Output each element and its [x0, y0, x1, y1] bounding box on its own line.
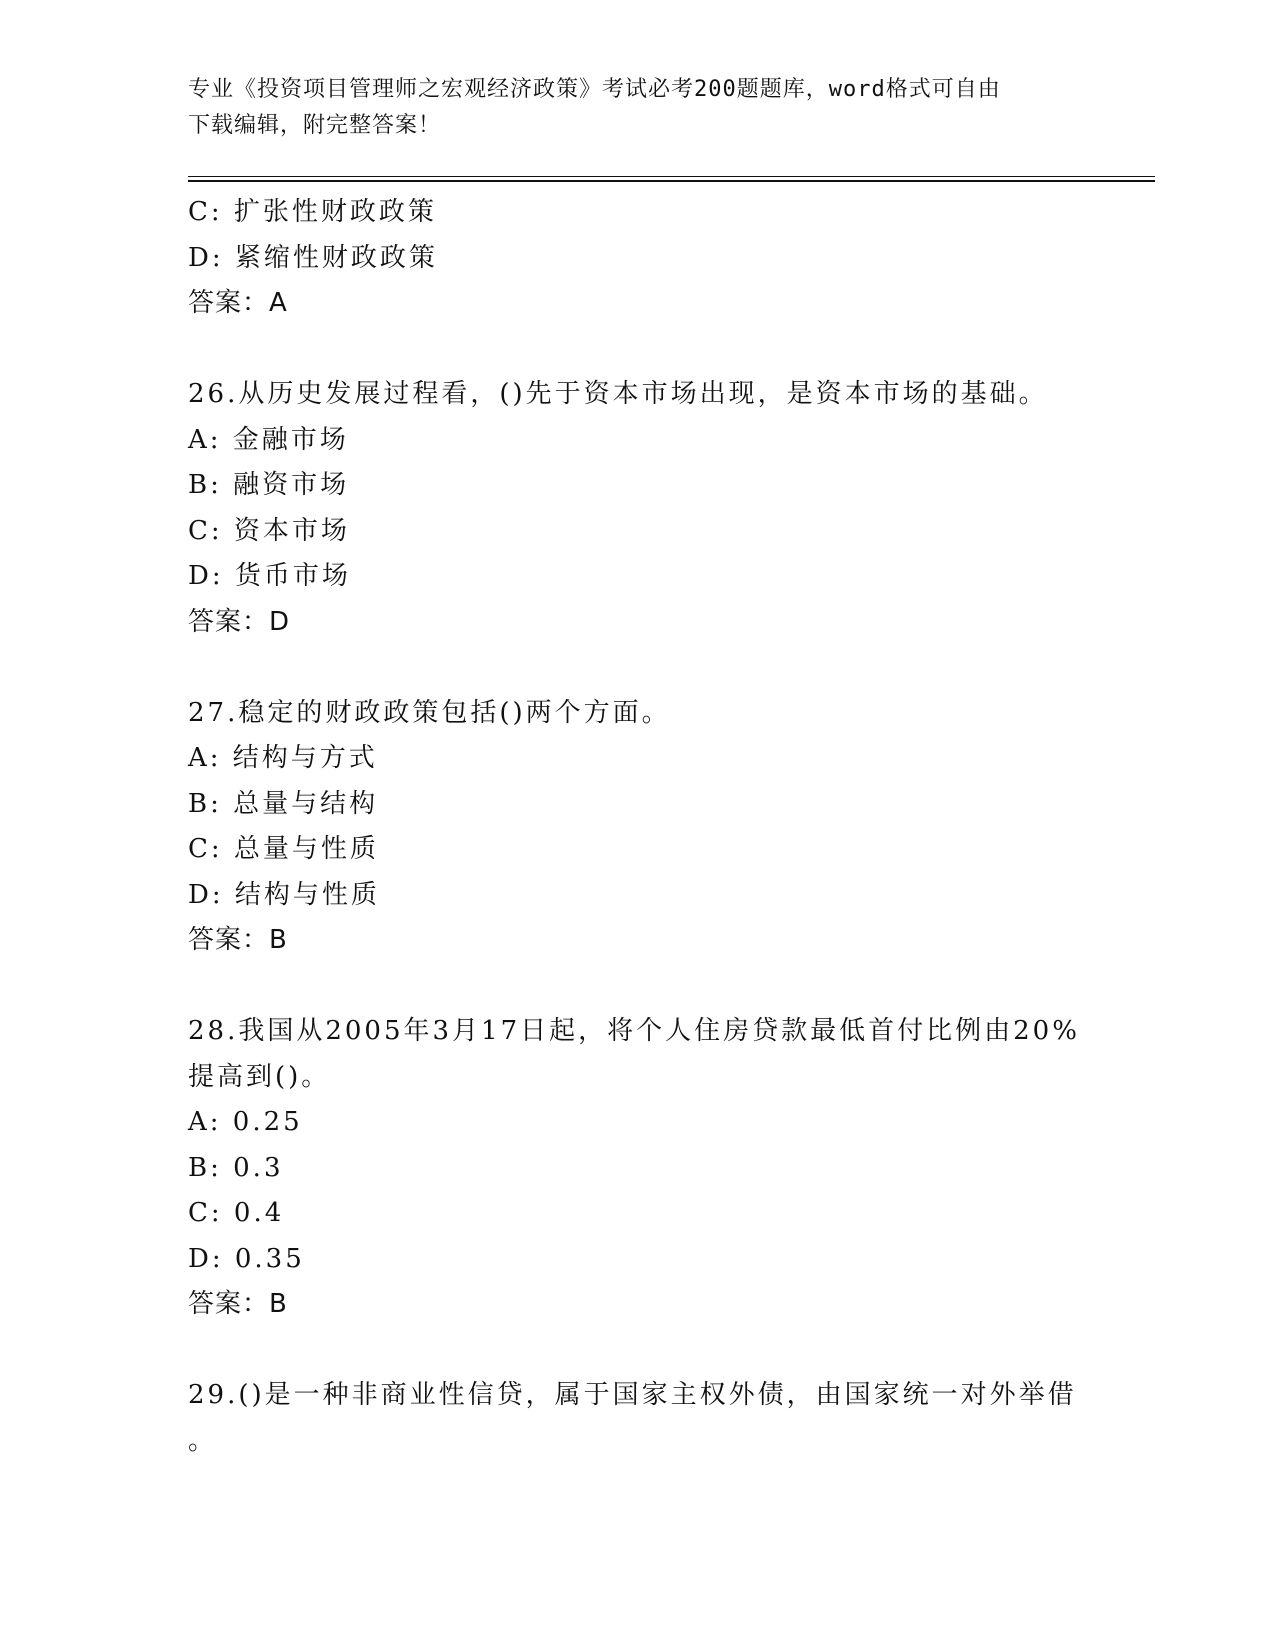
option-d: D: 结构与性质 — [188, 879, 380, 910]
spacer — [188, 964, 1088, 1010]
option-c: C: 扩张性财政政策 — [188, 197, 437, 227]
option-d: D: 货币市场 — [188, 561, 351, 591]
header-rule-thin — [188, 176, 1155, 177]
question-stem-line-2: 提高到()。 — [188, 1061, 331, 1092]
answer: 答案：B — [188, 925, 288, 955]
header-line-2: 下载编辑，附完整答案！ — [188, 113, 442, 138]
option-b: B: 融资市场 — [188, 470, 350, 500]
option-a: A: 结构与方式 — [188, 743, 378, 773]
option-a: A: 0.25 — [188, 1107, 303, 1137]
answer: 答案：A — [188, 288, 288, 318]
spacer — [188, 327, 1088, 373]
option-c: C: 总量与性质 — [188, 834, 379, 864]
header-rule-thick — [188, 180, 1155, 182]
question-stem: 27.稳定的财政政策包括()两个方面。 — [188, 697, 671, 728]
question-list — [188, 190, 1088, 1464]
question-stem-line-1: 28.我国从2005年3月17日起，将个人住房贷款最低首付比例由20% — [188, 1016, 1080, 1046]
spacer — [188, 1328, 1088, 1374]
question-25-tail — [188, 190, 1088, 327]
option-a: A: 金融市场 — [188, 424, 349, 455]
question-stem: 26.从历史发展过程看，()先于资本市场出现，是资本市场的基础。 — [188, 379, 1048, 409]
question-stem-line-1: 29.()是一种非商业性信贷，属于国家主权外债，由国家统一对外举借 — [188, 1380, 1077, 1410]
question-27 — [188, 691, 1088, 964]
document-header — [188, 72, 1068, 144]
option-b: B: 总量与结构 — [188, 788, 379, 819]
option-b: B: 0.3 — [188, 1152, 284, 1183]
question-stem-line-2: 。 — [188, 1425, 218, 1456]
header-line-1: 专业《投资项目管理师之宏观经济政策》考试必考200题题库，word格式可自由 — [188, 77, 1001, 102]
option-d: D: 紧缩性财政政策 — [188, 242, 438, 273]
option-c: C: 资本市场 — [188, 515, 350, 546]
question-26 — [188, 372, 1088, 645]
answer: 答案：D — [188, 606, 291, 637]
question-29 — [188, 1373, 1088, 1464]
answer: 答案：B — [188, 1289, 288, 1319]
option-c: C: 0.4 — [188, 1198, 285, 1228]
option-d: D: 0.35 — [188, 1243, 305, 1274]
spacer — [188, 645, 1088, 691]
question-28 — [188, 1009, 1088, 1328]
